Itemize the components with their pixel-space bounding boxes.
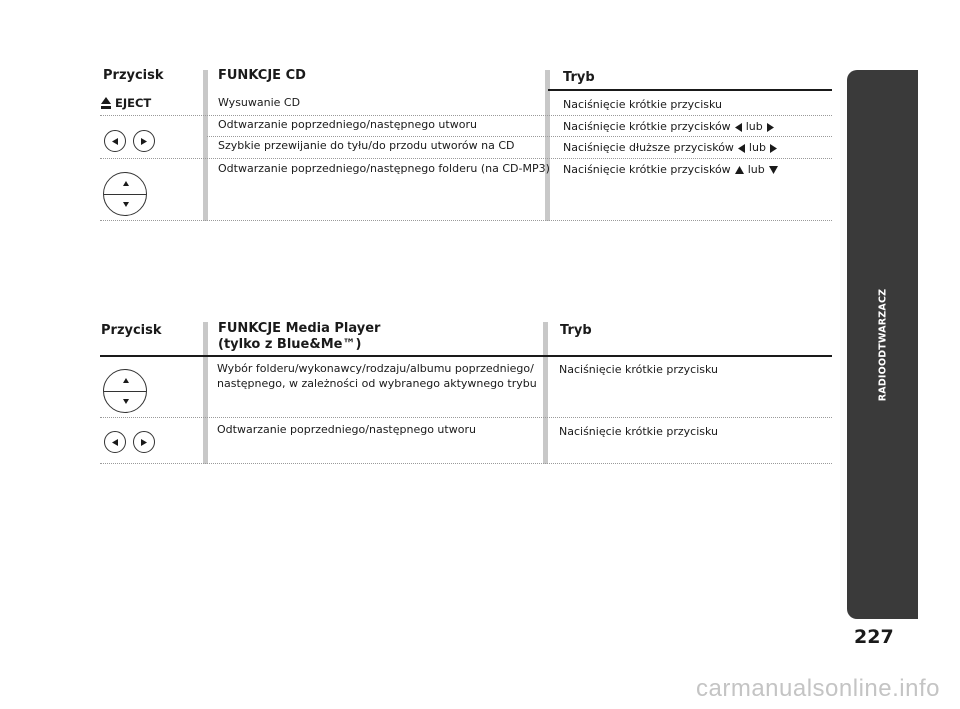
watermark-text: carmanualsonline.info (696, 675, 940, 702)
cd-row-3-mode (563, 141, 777, 155)
cd-table-bottom-rule (100, 220, 832, 221)
section-tab-label: RADIOODTWARZACZ (877, 288, 888, 401)
previous-button-icon (104, 130, 126, 152)
right-arrow-icon (767, 123, 774, 132)
cd-row-2-mode-text: Naciśnięcie krótkie przycisków (563, 120, 731, 133)
media-table-bottom-rule (100, 463, 832, 464)
cd-row-4-function: Odtwarzanie poprzedniego/następnego folderu (na CD-MP3) (218, 162, 550, 175)
cd-header-mode: Tryb (563, 70, 595, 85)
right-arrow-icon (770, 144, 777, 153)
cd-row-4-mode-sep: lub (747, 163, 765, 176)
cd-row-3-mode-sep: lub (748, 141, 766, 154)
left-arrow-icon (738, 144, 745, 153)
page-number: 227 (854, 626, 894, 648)
media-column-divider-2 (543, 322, 548, 464)
previous-button-icon (104, 431, 126, 453)
media-row-1-function-line2: następnego, w zależności od wybranego aktywnego trybu (217, 377, 537, 390)
cd-row-4-mode-text: Naciśnięcie krótkie przycisków (563, 163, 731, 176)
eject-label: EJECT (115, 96, 152, 110)
cd-row-4-mode (563, 163, 778, 177)
down-arrow-icon (769, 166, 778, 174)
up-down-button-icon (103, 369, 147, 413)
cd-column-divider-2 (545, 70, 550, 221)
cd-header-button: Przycisk (103, 68, 164, 83)
media-row-2-mode: Naciśnięcie krótkie przycisku (559, 425, 718, 438)
cd-row-3-function: Szybkie przewijanie do tyłu/do przodu utworów na CD (218, 139, 515, 152)
eject-button (101, 96, 151, 110)
cd-row-2-function: Odtwarzanie poprzedniego/następnego utworu (218, 118, 477, 131)
next-button-icon (133, 431, 155, 453)
media-header-mode: Tryb (560, 323, 592, 338)
cd-row-2-mode (563, 120, 774, 134)
cd-row-1-function: Wysuwanie CD (218, 96, 301, 109)
media-header-button: Przycisk (101, 323, 162, 338)
media-header-function-line2: (tylko z Blue&Me™) (218, 337, 362, 352)
media-header-rule (100, 355, 832, 357)
left-arrow-icon (735, 123, 742, 132)
cd-row-separator (100, 115, 832, 116)
cd-row-1-mode: Naciśnięcie krótkie przycisku (563, 98, 722, 111)
cd-header-rule (548, 89, 832, 91)
media-header-function-line1: FUNKCJE Media Player (218, 321, 381, 336)
up-arrow-icon (735, 166, 744, 174)
cd-row-2-mode-sep: lub (745, 120, 763, 133)
up-down-button-icon (103, 172, 147, 216)
media-row-1-function-line1: Wybór folderu/wykonawcy/rodzaju/albumu poprzedniego/ (217, 362, 534, 375)
media-column-divider-1 (203, 322, 208, 464)
eject-icon (101, 97, 111, 109)
cd-row-3-mode-text: Naciśnięcie dłuższe przycisków (563, 141, 734, 154)
media-row-1-mode: Naciśnięcie krótkie przycisku (559, 363, 718, 376)
cd-row-separator (100, 158, 832, 159)
media-row-2-function: Odtwarzanie poprzedniego/następnego utworu (217, 423, 476, 436)
media-row-separator (100, 417, 832, 418)
next-button-icon (133, 130, 155, 152)
cd-column-divider-1 (203, 70, 208, 221)
section-side-tab (847, 70, 918, 619)
cd-header-function: FUNKCJE CD (218, 68, 306, 83)
cd-row-separator (207, 136, 832, 137)
